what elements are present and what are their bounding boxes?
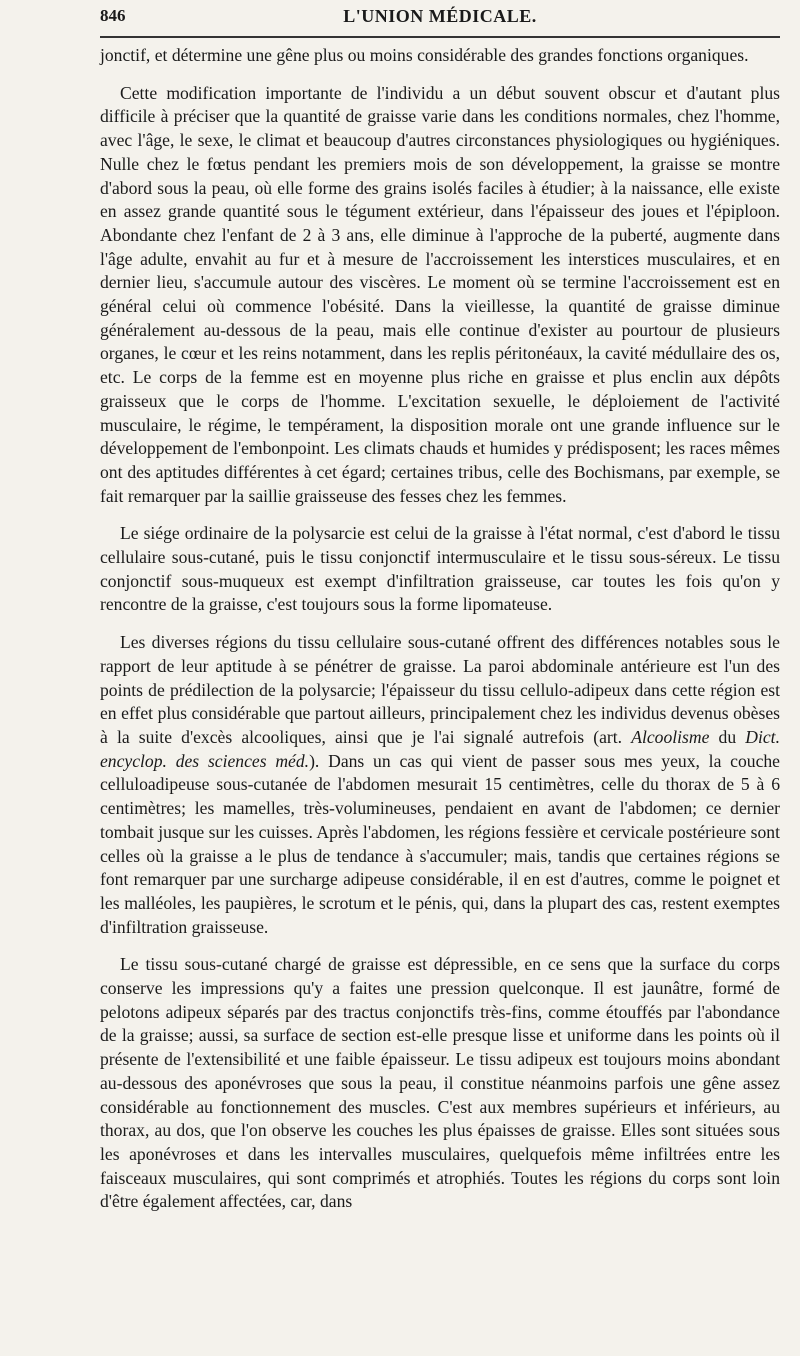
header-rule — [100, 36, 780, 38]
body-text — [100, 44, 780, 1228]
paragraph — [100, 631, 780, 939]
paragraph-text: Les diverses régions du tissu cellulaire sous-cutané offrent des différences notables sous le rapport de leur aptitude à se pénétrer de graisse. La paroi abdominale antérieure est l'un des points de prédilection de la polysarcie; l'épaisseur du tissu cellulo-adipeux dans cette région est en effet plus considérable que partout ailleurs, principalement chez les individus devenus obèses à la suite d'excès alcooliques, ainsi que je l'ai signalé autrefois (art. — [100, 632, 780, 747]
paragraph: jonctif, et détermine une gêne plus ou moins considérable des grandes fonctions organiques. — [100, 45, 749, 65]
paragraph-text: du — [718, 726, 737, 747]
paragraph-text: ). Dans un cas qui vient de passer sous mes yeux, la couche celluloadipeuse sous-cutanée de l'abdomen mesurait 15 centimètres, celle du thorax de 5 à 6 centimètres; les mamelles, très-volumineuses, pendaient en avant de l'abdomen; ce dernier tombait jusque sur les cuisses. Après l'abdomen, les régions fessière et cervicale postérieure sont celles où la graisse a le plus de tendance à s'accumuler; mais, tandis que certaines régions se font remarquer par une surcharge adipeuse considérable, il en est d'autres, comme le poignet et les malléoles, les paupières, le scrotum et le pénis, qui, dans la plupart des cas, restent exemptes d'infiltration graisseuse. — [100, 750, 780, 937]
paragraph: Cette modification importante de l'individu a un début souvent obscur et d'autant plus difficile à préciser que la quantité de graisse varie dans les conditions normales, chez l'homme, avec l'âge, le sexe, le climat et beaucoup d'autres circonstances physiologiques ou hygiéniques. Nulle chez le fœtus pendant les premiers mois de son développement, la graisse se montre d'abord sous la peau, où elle forme des grains isolés faciles à étudier; à la naissance, elle existe en assez grande quantité sous le tégument extérieur, dans l'épaisseur des joues et l'épiploon. Abondante chez l'enfant de 2 à 3 ans, elle diminue à l'approche de la puberté, augmente dans l'âge adulte, envahit au fur et à mesure de l'accroissement les interstices musculaires, et en dernier lieu, s'accumule autour des viscères. Le moment où se termine l'accroissement est en général celui où commence l'obésité. Dans la vieillesse, la quantité de graisse diminue généralement au-dessous de la peau, mais elle continue d'exister au pourtour de plusieurs organes, le cœur et les reins notamment, dans les replis péritonéaux, la cavité médullaire des os, etc. Le corps de la femme est en moyenne plus riche en graisse et plus enclin aux dépôts graisseux que le corps de l'homme. L'excitation sexuelle, le déploiement de l'activité musculaire, le régime, le tempérament, la disposition morale ont une grande influence sur le développement de l'embonpoint. Les climats chauds et humides y prédisposent; les races mêmes ont des aptitudes différentes à cet égard; certaines tribus, celle des Bochismans, par exemple, se fait remarquer par la saillie graisseuse des fesses chez les femmes. — [100, 82, 780, 506]
italic-citation: Alcoolisme — [631, 726, 710, 747]
paragraph: Le siége ordinaire de la polysarcie est celui de la graisse à l'état normal, c'est d'abord le tissu cellulaire sous-cutané, puis le tissu conjonctif intermusculaire et le tissu sous-séreux. Le tissu conjonctif sous-muqueux est exempt d'infiltration graisseuse, car toutes les fois qu'on y rencontre de la graisse, c'est toujours sous la forme lipomateuse. — [100, 523, 780, 615]
italic-citation: Dict. encyclop. des sciences méd. — [100, 726, 780, 771]
journal-title: L'UNION MÉDICALE. — [343, 6, 537, 26]
page-number: 846 — [100, 6, 126, 25]
running-head — [100, 4, 780, 30]
paragraph: Le tissu sous-cutané chargé de graisse est dépressible, en ce sens que la surface du corps conserve les impressions qu'y a faites une pression quelconque. Il est jaunâtre, formé de pelotons adipeux séparés par des tractus conjonctifs très-fins, comme étouffés par l'abondance de la graisse; aussi, sa surface de section est-elle presque lisse et uniforme dans les points où il présente de l'extensibilité et une faible épaisseur. Le tissu adipeux est toujours moins abondant au-dessous des aponévroses que sous la peau, il constitue néanmoins parfois une gêne assez considérable au fonctionnement des muscles. C'est aux membres supérieurs et inférieurs, au thorax, au dos, que l'on observe les couches les plus épaisses de graisse. Elles sont situées sous les aponévroses et dans les intervalles musculaires, quelquefois même infiltrées entre les faisceaux musculaires, qui sont comprimés et atrophiés. Toutes les régions du corps sont loin d'être également affectées, car, dans — [100, 954, 780, 1212]
